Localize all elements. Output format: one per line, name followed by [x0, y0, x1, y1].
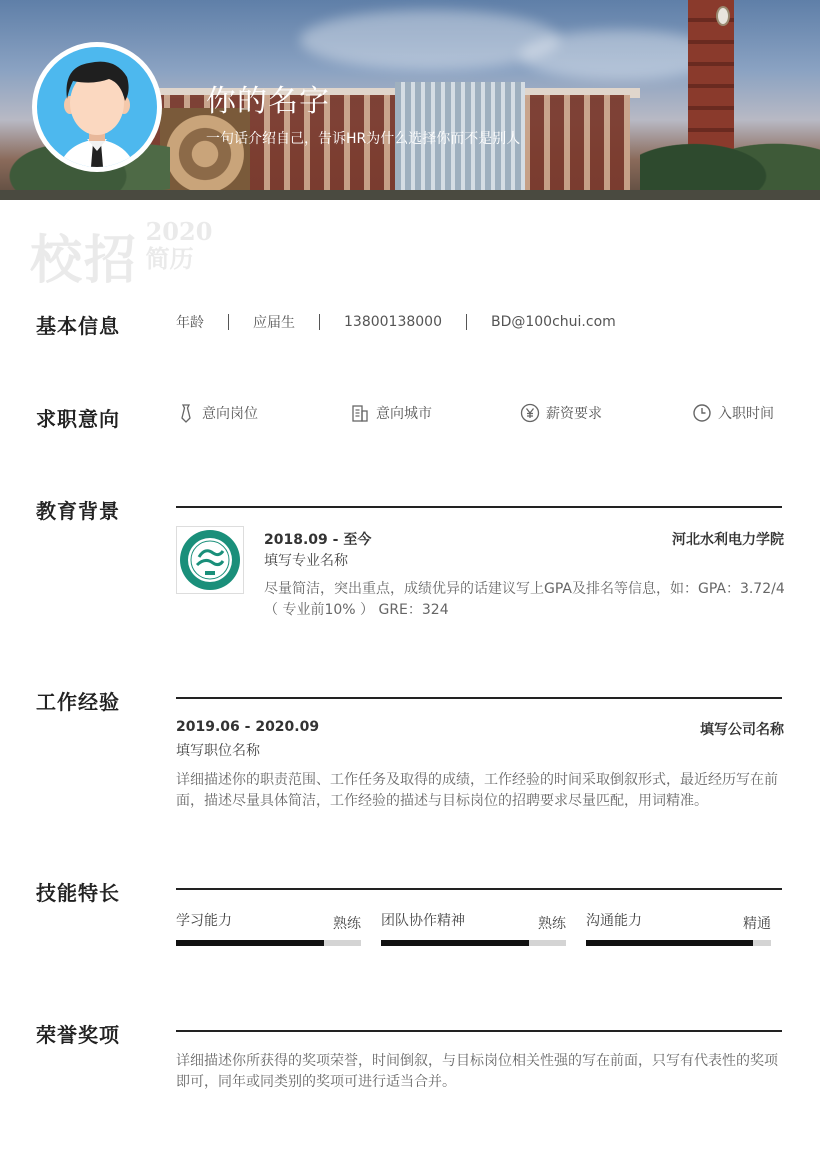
skill-bar: [381, 940, 566, 946]
phone-field[interactable]: 13800138000: [344, 314, 442, 330]
work-period: 2019.06 - 2020.09: [176, 719, 320, 735]
section-title-intent: 求职意向: [36, 407, 120, 431]
candidate-name: 你的名字: [206, 84, 330, 119]
education-period: 2018.09 - 至今: [264, 532, 372, 548]
section-rule: [176, 1030, 782, 1032]
education-description: 尽量简洁，突出重点，成绩优异的话建议写上GPA及排名等信息，如：GPA：3.72/4（ 专业前10% ） GRE：324: [264, 581, 785, 618]
skill-bar-fill: [176, 940, 324, 946]
section-rule: [176, 697, 782, 699]
work-position: 填写职位名称: [176, 743, 260, 759]
section-title-basic: 基本信息: [36, 314, 120, 338]
watermark-year: 2020: [145, 217, 213, 246]
ground: [0, 190, 820, 200]
cloud: [300, 10, 560, 70]
section-title-honors: 荣誉奖项: [36, 1023, 120, 1047]
intent-salary-label: 薪资要求: [546, 406, 602, 422]
trees-right: [640, 120, 820, 200]
section-rule: [176, 506, 782, 508]
school-emblem-icon: [177, 527, 243, 593]
watermark-word: 简历: [145, 244, 194, 273]
intent-start: [692, 403, 774, 423]
section-title-education: 教育背景: [36, 499, 120, 523]
building-icon: [350, 403, 370, 423]
section-title-skills: 技能特长: [36, 881, 120, 905]
skill-item: [381, 910, 566, 930]
watermark: [30, 218, 212, 293]
clock-icon: [692, 403, 712, 423]
divider: [228, 314, 229, 330]
skill-level: 熟练: [333, 916, 361, 932]
basic-info-row: [176, 312, 616, 332]
work-description: 详细描述你的职责范围、工作任务及取得的成绩，工作经验的时间采取倒叙形式，最近经历写在前面，描述尽量具体简洁，工作经验的描述与目标岗位的招聘要求尽量匹配，用词精准。: [176, 772, 778, 809]
skill-item: [176, 910, 361, 930]
intent-city-label: 意向城市: [376, 406, 432, 422]
skill-item: [586, 910, 771, 930]
skill-label: 学习能力: [176, 913, 232, 929]
watermark-stack: [146, 218, 213, 272]
clock-icon-tower: [716, 6, 730, 26]
age-field: 年龄: [176, 315, 204, 331]
skill-level: 精通: [743, 916, 771, 932]
section-rule: [176, 888, 782, 890]
intent-salary: [520, 403, 602, 423]
intent-position-label: 意向岗位: [202, 406, 258, 422]
divider: [319, 314, 320, 330]
skill-bar: [176, 940, 361, 946]
building-ornament: [160, 108, 250, 200]
school-logo: [176, 526, 244, 594]
skill-label: 团队协作精神: [381, 913, 465, 929]
intent-city: [350, 403, 432, 423]
skill-bar: [586, 940, 771, 946]
skill-bar-fill: [381, 940, 529, 946]
avatar[interactable]: [32, 42, 162, 172]
avatar-portrait-icon: [37, 47, 157, 167]
skill-label: 沟通能力: [586, 913, 642, 929]
education-major: 填写专业名称: [264, 553, 348, 569]
section-title-work: 工作经验: [36, 690, 120, 714]
honors-description: 详细描述你所获得的奖项荣誉，时间倒叙，与目标岗位相关性强的写在前面，只写有代表性的奖项即可，同年或同类别的奖项可进行适当合并。: [176, 1053, 778, 1090]
skill-level: 熟练: [538, 916, 566, 932]
intent-start-label: 入职时间: [718, 406, 774, 422]
candidate-tagline: 一句话介绍自己，告诉HR为什么选择你而不是别人: [206, 131, 521, 147]
skill-bar-fill: [586, 940, 753, 946]
yen-icon: [520, 403, 540, 423]
tie-icon: [176, 403, 196, 423]
watermark-main: 校招: [30, 230, 139, 291]
intent-position: [176, 403, 258, 423]
education-school: 河北水利电力学院: [672, 532, 784, 548]
status-field: 应届生: [253, 315, 295, 331]
work-company: 填写公司名称: [700, 722, 784, 738]
email-field[interactable]: BD@100chui.com: [490, 314, 616, 330]
divider: [466, 314, 467, 330]
